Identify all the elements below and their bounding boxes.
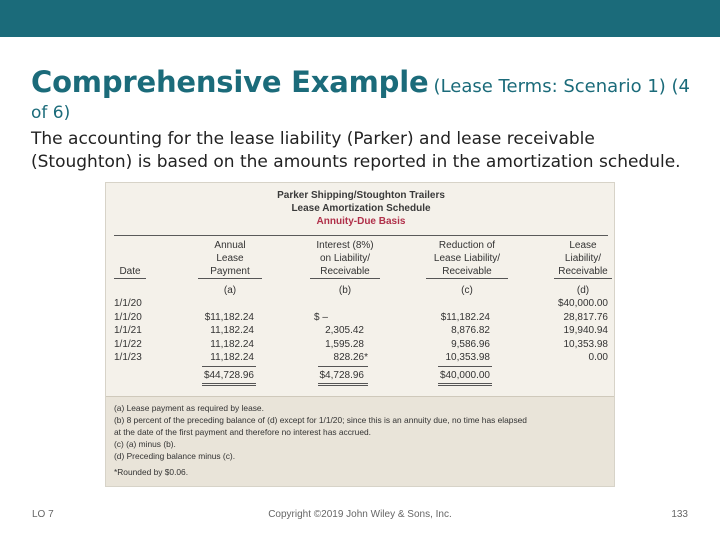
footnote: *Rounded by $0.06.	[114, 467, 189, 477]
cell-reduction: 10,353.98	[445, 352, 490, 363]
cell-interest: 1,595.28	[325, 338, 364, 350]
slide-title-sub: (Lease Terms: Scenario 1) (4	[433, 76, 690, 97]
total-rule	[318, 366, 368, 367]
cell-interest: 2,305.42	[325, 325, 364, 336]
schedule-heading-company: Parker Shipping/Stoughton Trailers	[277, 190, 445, 201]
schedule-heading-title: Lease Amortization Schedule	[291, 203, 431, 214]
cell-reduction: $11,182.24	[440, 311, 490, 323]
cell-payment: 11,182.24	[210, 338, 254, 350]
total-interest: $4,728.96	[319, 370, 364, 381]
table-top-rule	[114, 235, 608, 236]
cell-date: 1/1/22	[114, 338, 142, 350]
cell-interest: $ –	[314, 311, 328, 323]
footer-learning-objective: LO 7	[32, 509, 54, 520]
slide-title-main: Comprehensive Example	[31, 65, 429, 99]
total-double-rule	[438, 383, 492, 386]
footnote: (b) 8 percent of the preceding balance of (d) except for 1/1/20; since this is an annuity due, no time has elapsed	[114, 415, 527, 425]
cell-date: 1/1/20	[114, 298, 142, 309]
cell-payment: $11,182.24	[204, 311, 254, 323]
footnote: (d) Preceding balance minus (c).	[114, 451, 236, 461]
footnotes-box	[106, 396, 614, 486]
column-header-payment: Annual Lease Payment	[198, 239, 262, 279]
schedule-heading	[106, 189, 616, 228]
column-header-reduction: Reduction of Lease Liability/ Receivable	[426, 239, 508, 279]
cell-date: 1/1/21	[114, 325, 142, 336]
footnote: at the date of the first payment and therefore no interest has accrued.	[114, 427, 371, 437]
cell-date: 1/1/20	[114, 311, 142, 323]
cell-date: 1/1/23	[114, 352, 142, 363]
cell-payment: 11,182.24	[210, 325, 254, 336]
top-banner	[0, 0, 720, 37]
column-header-interest: Interest (8%) on Liability/ Receivable	[310, 239, 380, 279]
cell-payment: 11,182.24	[210, 352, 254, 363]
total-rule	[202, 366, 256, 367]
column-header-balance: Lease Liability/ Receivable	[554, 239, 612, 279]
cell-balance: 28,817.76	[563, 311, 608, 323]
cell-reduction: 8,876.82	[451, 325, 490, 336]
total-double-rule	[202, 383, 256, 386]
amortization-schedule-figure	[105, 182, 615, 487]
cell-reduction: 9,586.96	[451, 338, 490, 350]
column-letter-a: (a)	[223, 285, 237, 296]
total-rule	[438, 366, 492, 367]
slide-title	[31, 63, 691, 106]
footnote: (c) (a) minus (b).	[114, 439, 176, 449]
slide-body-text: The accounting for the lease liability (Parker) and lease receivable (Stoughton) is based on the amounts reported in the amortization schedule.	[31, 129, 681, 172]
total-payment: $44,728.96	[203, 370, 254, 381]
schedule-heading-basis: Annuity-Due Basis	[316, 216, 406, 227]
total-reduction: $40,000.00	[439, 370, 490, 381]
column-header-date: Date	[114, 239, 146, 279]
footer-page-number: 133	[671, 509, 688, 520]
cell-balance: $40,000.00	[557, 298, 608, 309]
column-letter-c: (c)	[461, 285, 473, 296]
cell-balance: 0.00	[588, 352, 608, 363]
cell-interest: 828.26*	[333, 352, 368, 363]
slide-title-continued: of 6)	[31, 103, 71, 123]
cell-balance: 10,353.98	[563, 338, 608, 350]
column-letter-d: (d)	[576, 285, 590, 296]
footnote: (a) Lease payment as required by lease.	[114, 403, 264, 413]
footer-copyright: Copyright ©2019 John Wiley & Sons, Inc.	[268, 509, 452, 520]
cell-balance: 19,940.94	[563, 325, 608, 336]
column-letter-b: (b)	[338, 285, 352, 296]
total-double-rule	[318, 383, 368, 386]
